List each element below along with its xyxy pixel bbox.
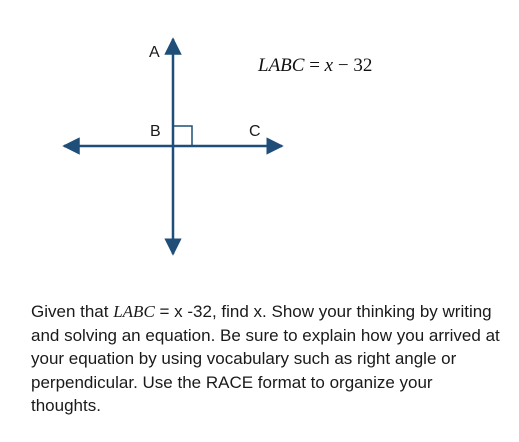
equation-constant: 32 [353, 55, 373, 76]
equation-variable: x [324, 55, 334, 76]
point-label-c: C [249, 123, 261, 140]
angle-equation [258, 55, 372, 77]
problem-body: = x -32, find x. Show your thinking by writing and solving an equation. Be sure to explain how you arrived at your equation by using vocabulary such as right angle or perpendicular. Use the RACE format to organize your thoughts. [31, 302, 500, 415]
point-label-b: B [150, 123, 161, 140]
angle-name: LABC [258, 55, 305, 76]
point-label-a: A [149, 44, 160, 61]
problem-prefix: Given that [31, 302, 114, 321]
minus-sign: − [333, 55, 354, 76]
problem-text [31, 300, 501, 418]
right-angle-marker [173, 126, 192, 146]
equals-sign: = [304, 55, 325, 76]
problem-angle-name: LABC [113, 302, 155, 321]
